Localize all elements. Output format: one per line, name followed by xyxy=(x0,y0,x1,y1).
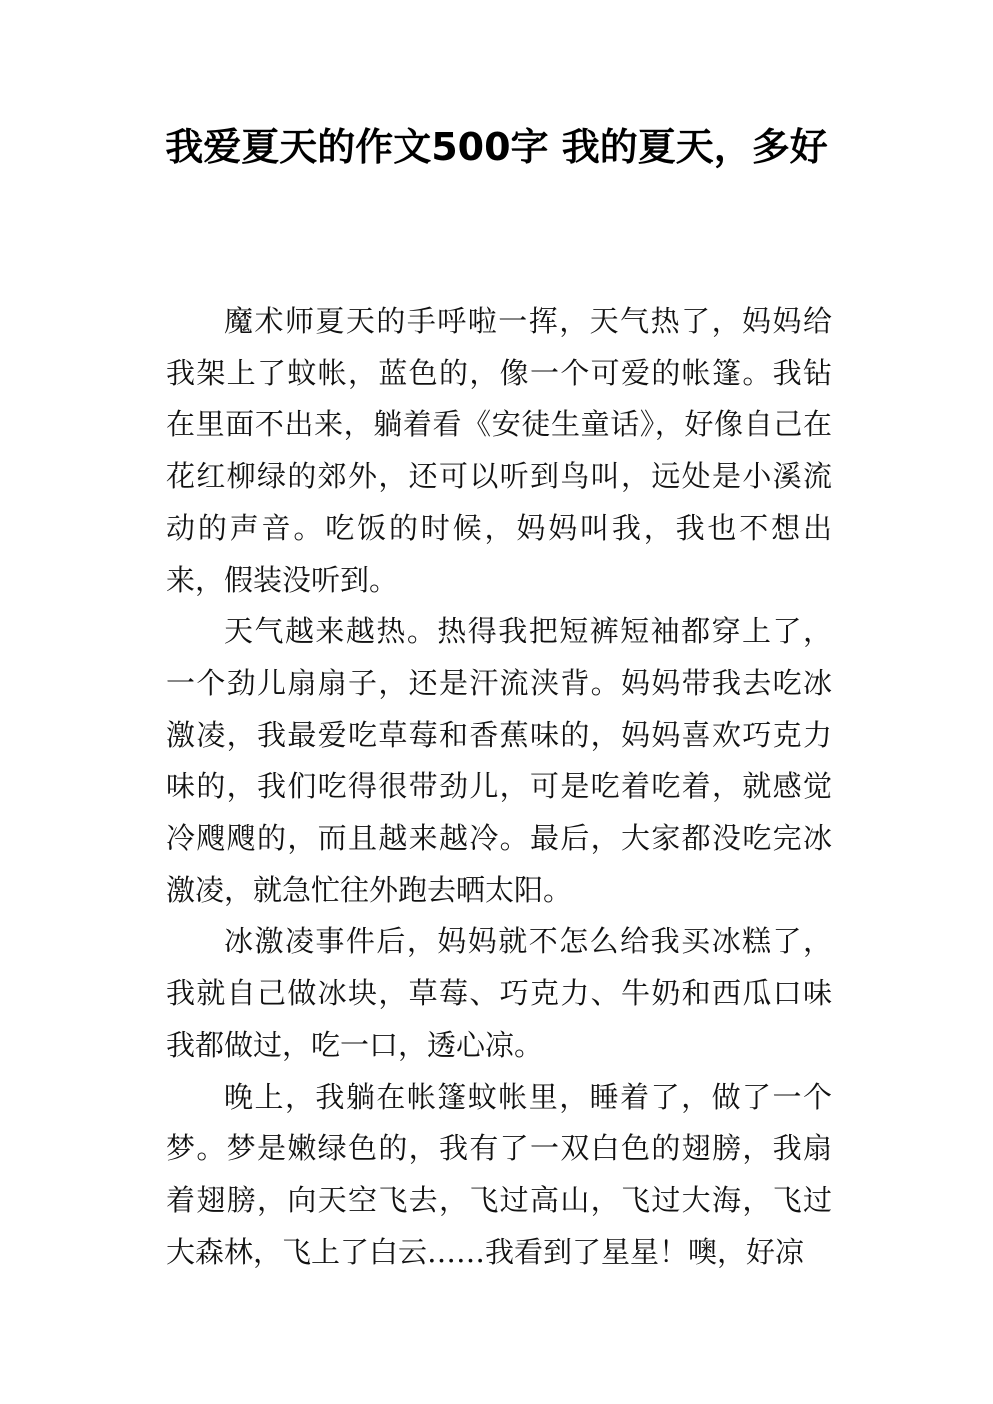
paragraph-4: 晚上，我躺在帐篷蚊帐里，睡着了，做了一个梦。梦是嫩绿色的，我有了一双白色的翅膀，我扇着翅膀，向天空飞去，飞过高山，飞过大海，飞过大森林，飞上了白云……我看到了星星！噢，好凉 xyxy=(166,1079,832,1269)
paragraph-2: 天气越来越热。热得我把短裤短袖都穿上了，一个劲儿扇扇子，还是汗流浃背。妈妈带我去吃冰激凌，我最爱吃草莓和香蕉味的，妈妈喜欢巧克力味的，我们吃得很带劲儿，可是吃着吃着，就感觉冷飕飕的，而且越来越冷。最后，大家都没吃完冰激凌，就急忙往外跑去晒太阳。 xyxy=(166,614,832,907)
paragraph-3: 冰激凌事件后，妈妈就不怎么给我买冰糕了，我就自己做冰块，草莓、巧克力、牛奶和西瓜口味我都做过，吃一口，透心凉。 xyxy=(166,924,832,1062)
paragraph-1: 魔术师夏天的手呼啦一挥，天气热了，妈妈给我架上了蚊帐，蓝色的，像一个可爱的帐篷。我钻在里面不出来，躺着看《安徒生童话》，好像自己在花红柳绿的郊外，还可以听到鸟叫，远处是小溪流动的声音。吃饭的时候，妈妈叫我，我也不想出来，假装没听到。 xyxy=(166,304,832,597)
document-body xyxy=(166,296,832,1278)
document-title: 我爱夏天的作文500字 我的夏天，多好 xyxy=(165,125,828,169)
